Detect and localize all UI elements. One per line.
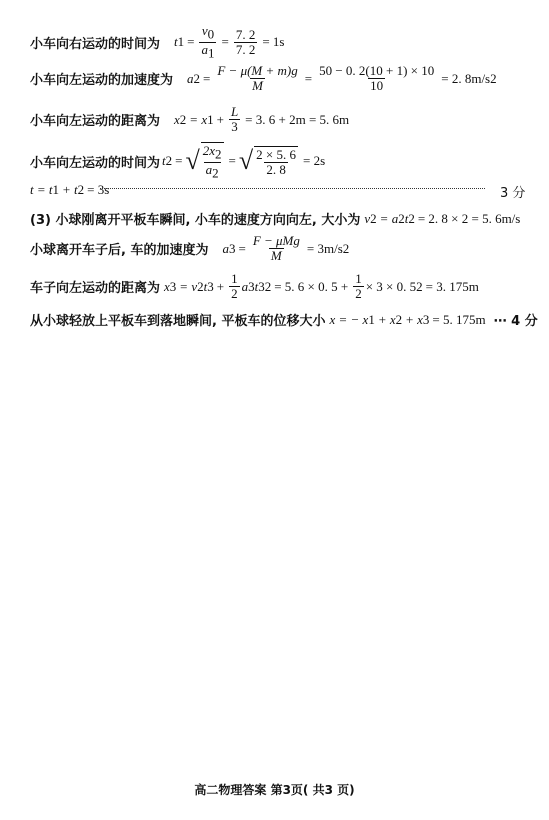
square-root: √ $\frac{2x_2}{a_2}$ bbox=[185, 143, 222, 181]
fraction: $\frac{\text{F − μMg}}{M}$ bbox=[252, 233, 300, 263]
fraction: $\frac{L}{3}$ bbox=[230, 104, 239, 134]
line-ball-leaves: (3) 小球刚离开平板车瞬间, 小车的速度方向向左, 大小为 v 2 = a 2 t 2 = 2. 8 × 2 = 5. 6m/s bbox=[30, 210, 521, 228]
line-label: 从小球轻放上平板车到落地瞬间, 平板车的位移大小 bbox=[30, 314, 326, 329]
dotted-leader bbox=[100, 188, 485, 189]
line-label: 小车向左运动的距离为 bbox=[30, 114, 161, 129]
fraction: $\frac{1}{2}$ bbox=[231, 271, 238, 301]
fraction: $\frac{2 \times 5. 6}{2. 8}$ bbox=[256, 146, 297, 177]
line-label: 小车向左运动的时间为 bbox=[30, 155, 161, 171]
fraction: $\frac{v_0}{a_1}$ bbox=[201, 23, 215, 61]
line-right-time: 小车向右运动的时间为 t 1 = $\frac{v_0}{a_1}$ = $\frac{7. 2}{7. 2}$ = 1s bbox=[30, 23, 285, 61]
score-label: ⋯ 4 分 bbox=[493, 314, 538, 329]
line-label: (3) 小球刚离开平板车瞬间, 小车的速度方向向左, 大小为 bbox=[30, 213, 361, 228]
line-left-acceleration: 小车向左运动的加速度为 a 2 = $\frac{F - \mu(M + m)g}{M}$ = $\frac{50 - 0. 2(10 + 1) \times 10}{10}$ = 2. 8m/s 2 bbox=[30, 63, 497, 93]
line-label: 车子向左运动的距离为 bbox=[30, 281, 161, 296]
fraction: $\frac{50 - 0. 2(10 + 1) \times 10}{10}$ bbox=[319, 63, 435, 93]
line-label: 小车向右运动的时间为 bbox=[30, 36, 161, 52]
line-total-displacement: 从小球轻放上平板车到落地瞬间, 平板车的位移大小 x = − x 1 + x 2 + x 3 = 5. 175m ⋯ 4 分 bbox=[30, 311, 538, 329]
fraction: $\frac{1}{2}$ bbox=[355, 271, 362, 301]
page-footer: 高二物理答案 第3页( 共3 页) bbox=[194, 783, 355, 797]
fraction: $\frac{7. 2}{7. 2}$ bbox=[235, 26, 256, 57]
line-total-time: t = t 1 + t 2 = 3s bbox=[30, 182, 110, 197]
square-root: √ $\frac{2 \times 5. 6}{2. 8}$ bbox=[238, 146, 297, 177]
line-car-distance: 车子向左运动的距离为 x 3 = v 2 t 3 + $\frac{1}{2}$ a 3 t 3 2 = 5. 6 × 0. 5 + $\frac{1}{2}$ × 3 × 0. 5 2 = 3. 175m bbox=[30, 271, 479, 301]
line-left-time: 小车向左运动的时间为 t 2 = √ $\frac{2x_2}{a_2}$ = √ $\frac{2 \times 5. 6}{2. 8}$ = 2s bbox=[30, 143, 326, 181]
fraction: $\frac{F - \mu(M + m)g}{M}$ bbox=[217, 63, 298, 93]
fraction: $\frac{2x_2}{a_2}$ bbox=[202, 143, 222, 181]
line-label: 小车向左运动的加速度为 bbox=[30, 73, 174, 88]
line-left-distance: 小车向左运动的距离为 x 2 = x 1 + $\frac{L}{3}$ = 3. 6 + 2m = 5. 6m bbox=[30, 104, 350, 134]
line-car-acceleration: 小球离开车子后, 车的加速度为 a 3 = $\frac{\text{F − μMg}}{M}$ = 3m/s 2 bbox=[30, 233, 350, 263]
score-label: 3 分 bbox=[500, 186, 526, 201]
line-label: 小球离开车子后, 车的加速度为 bbox=[30, 243, 209, 258]
